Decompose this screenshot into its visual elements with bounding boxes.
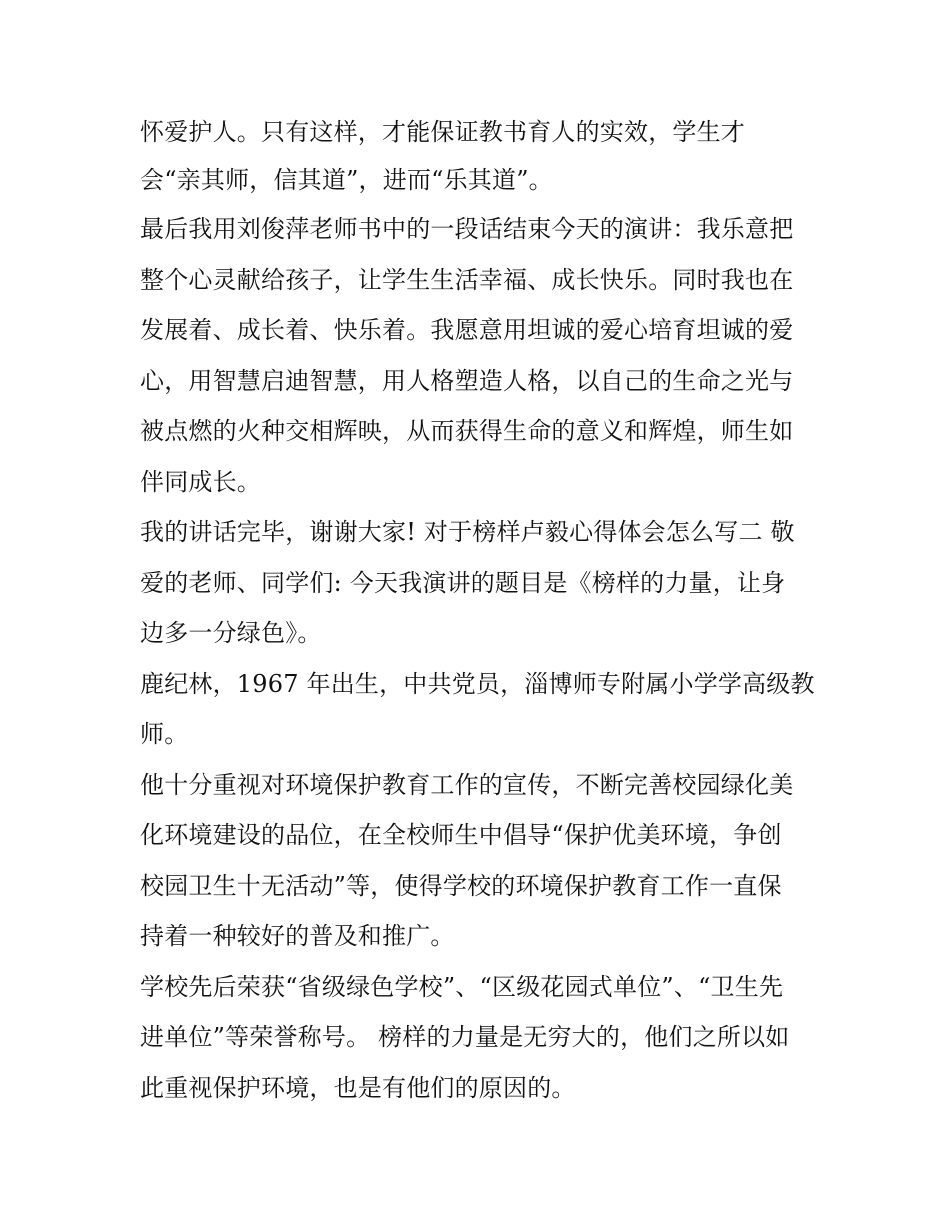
text-line: 心，用智慧启迪智慧，用人格塑造人格，以自己的生命之光与 — [140, 366, 794, 395]
text-line: 他十分重视对环境保护教育工作的宣传，不断完善校园绿化美 — [140, 770, 794, 799]
text-line: 化环境建设的品位，在全校师生中倡导“保护优美环境，争创 — [140, 821, 782, 849]
text-line: 学校先后荣获“省级绿色学校”、“区级花园式单位”、“卫生先 — [140, 972, 784, 1001]
text-line: 鹿纪林，1967 年出生，中共党员，淄博师专附属小学学高级教 — [140, 669, 815, 698]
text-line: 爱的老师、同学们: 今天我演讲的题目是《榜样的力量，让身 — [140, 568, 786, 597]
text-line: 被点燃的火种交相辉映，从而获得生命的意义和辉煌，师生如 — [140, 417, 794, 445]
text-line: 校园卫生十无活动”等，使得学校的环境保护教育工作一直保 — [140, 871, 782, 900]
text-line: 伴同成长。 — [140, 467, 261, 496]
text-line: 边多一分绿色》。 — [140, 619, 322, 647]
text-line: 持着一种较好的普及和推广。 — [140, 922, 455, 950]
text-line: 此重视保护环境，也是有他们的原因的。 — [140, 1073, 576, 1102]
text-line: 发展着、成长着、快乐着。我愿意用坦诚的爱心培育坦诚的爱 — [140, 316, 794, 344]
text-line: 我的讲话完毕，谢谢大家! 对于榜样卢毅心得体会怎么写二 敬 — [140, 518, 795, 546]
text-line: 会“亲其师，信其道”，进而“乐其道”。 — [140, 166, 553, 194]
text-line: 怀爱护人。只有这样，才能保证教书育人的实效，学生才 — [140, 118, 745, 146]
text-line: 整个心灵献给孩子，让学生生活幸福、成长快乐。同时我也在 — [140, 265, 794, 294]
text-line: 师。 — [140, 720, 189, 748]
document-body — [140, 108, 820, 1113]
text-line: 进单位”等荣誉称号。 榜样的力量是无穷大的，他们之所以如 — [140, 1023, 790, 1051]
text-line: 最后我用刘俊萍老师书中的一段话结束今天的演讲：我乐意把 — [140, 215, 794, 243]
